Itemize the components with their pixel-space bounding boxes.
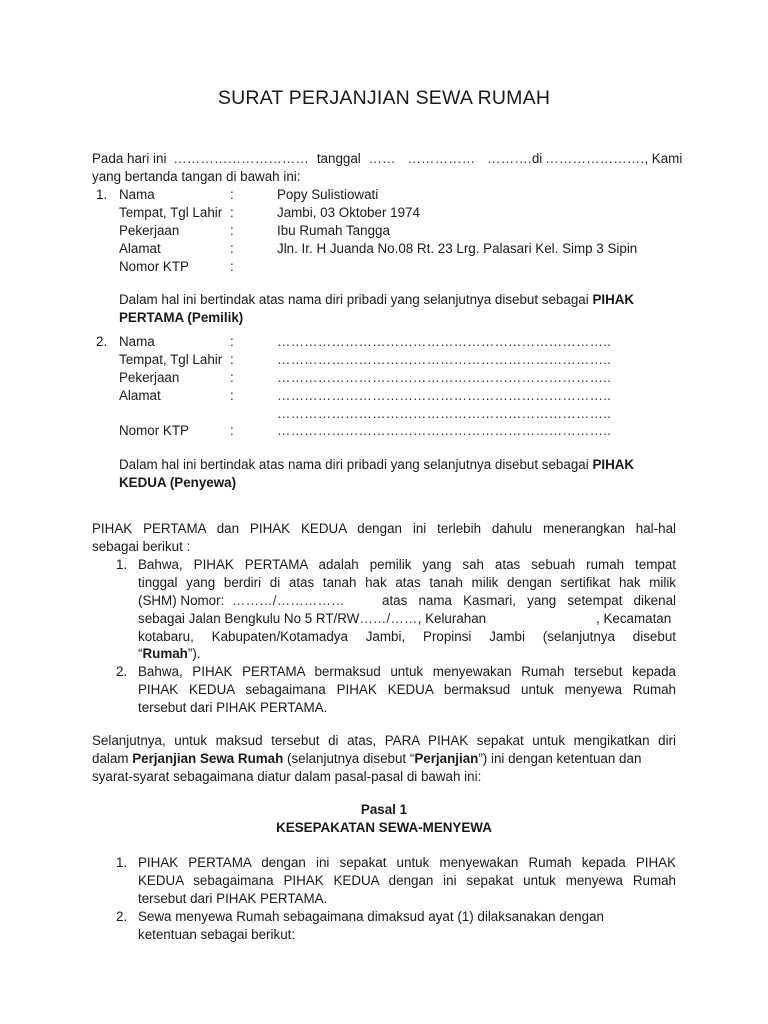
- party1-job-value: Ibu Rumah Tangga: [277, 223, 390, 238]
- pasal-1-subheading: KESEPAKATAN SEWA-MENYEWA: [276, 820, 492, 835]
- blank-party2-address-2: ………………………………………………………………..: [277, 406, 612, 421]
- pasal-1-item-1-line-2: KEDUA sebagaimana PIHAK KEDUA dengan ini sepakat untuk menyewa Rumah: [138, 873, 676, 888]
- agreement-text: dalam: [92, 751, 129, 766]
- point-1-line-6: [138, 645, 201, 663]
- point-1-line-1: Bahwa, PIHAK PERTAMA adalah pemilik yang sah atas sebuah rumah tempat: [138, 557, 676, 572]
- party1-birth-value: Jambi, 03 Oktober 1974: [277, 205, 420, 220]
- colon: :: [230, 388, 234, 403]
- pasal-1-heading: Pasal 1: [360, 802, 408, 817]
- blank-party2-address: ………………………………………………………………..: [277, 388, 612, 403]
- party2-job-label: Pekerjaan: [119, 370, 180, 385]
- agreement-text: (selanjutnya disebut “: [287, 751, 415, 766]
- blank-day: …………………………: [173, 151, 310, 166]
- party1-address-value: Jln. Ir. H Juanda No.08 Rt. 23 Lrg. Palasari Kel. Simp 3 Sipin: [277, 241, 638, 256]
- pasal-1-item-1-line-1: PIHAK PERTAMA dengan ini sepakat untuk menyewakan Rumah kepada PIHAK: [138, 855, 676, 870]
- blank-rt-rw: ……/……: [359, 611, 418, 626]
- colon: :: [230, 423, 234, 438]
- point-1-line-3-tail: atas nama Kasmari, yang setempat dikenal: [382, 593, 676, 608]
- blank-place: ………………….: [545, 151, 645, 166]
- statement-text: Dalam hal ini bertindak atas nama diri pribadi yang selanjutnya disebut sebagai: [119, 292, 589, 307]
- blank-shm-number: ………/……………: [232, 593, 345, 608]
- party1-role: PERTAMA (Pemilik): [119, 310, 244, 325]
- point-1-line-4: [138, 610, 486, 628]
- pasal-1-item-2-line-2: ketentuan sebagai berikut:: [138, 927, 296, 942]
- colon: :: [230, 259, 234, 274]
- defined-term-rumah: Rumah: [142, 646, 188, 661]
- party1-name-value: Popy Sulistiowati: [277, 187, 379, 202]
- colon: :: [230, 187, 234, 202]
- point-2-line-2: PIHAK KEDUA sebagaimana PIHAK KEDUA bermaksud untuk menyewa Rumah: [138, 682, 676, 697]
- party1-birth-label: Tempat, Tgl Lahir: [119, 205, 223, 220]
- party1-statement-line-1: [119, 291, 634, 309]
- agreement-line-1: Selanjutnya, untuk maksud tersebut di atas, PARA PIHAK sepakat untuk mengikatkan diri: [92, 733, 676, 748]
- point-text: sebagai Jalan Bengkulu No 5 RT/RW: [138, 611, 360, 626]
- party2-birth-label: Tempat, Tgl Lahir: [119, 352, 223, 367]
- point-text: , Kelurahan: [417, 611, 487, 626]
- quote-mark: ”).: [187, 646, 201, 661]
- preamble-line-1: PIHAK PERTAMA dan PIHAK KEDUA dengan ini terlebih dahulu menerangkan hal-hal: [92, 521, 676, 536]
- blank-party2-birth: ………………………………………………………………..: [277, 352, 612, 367]
- document-title: SURAT PERJANJIAN SEWA RUMAH: [217, 87, 551, 109]
- defined-term-perjanjian: Perjanjian: [414, 751, 479, 766]
- party2-number: 2.: [96, 334, 108, 349]
- point-text: (SHM) Nomor:: [138, 593, 225, 608]
- party2-ktp-label: Nomor KTP: [119, 423, 189, 438]
- preamble-line-2: sebagai berikut :: [92, 539, 191, 554]
- party2-statement-line-1: [119, 456, 634, 474]
- defined-term-perjanjian-sewa: Perjanjian Sewa Rumah: [132, 751, 284, 766]
- agreement-text: ”) ini dengan ketentuan dan: [478, 751, 642, 766]
- point-2-number: 2.: [116, 664, 128, 679]
- intro-text: di: [531, 151, 543, 166]
- blank-party2-name: ………………………………………………………………..: [277, 334, 612, 349]
- pasal-1-item-2-line-1: Sewa menyewa Rumah sebagaimana dimaksud ayat (1) dilaksanakan dengan: [138, 909, 604, 924]
- intro-text: , Kami: [644, 151, 683, 166]
- point-1-line-5: kotabaru, Kabupaten/Kotamadya Jambi, Propinsi Jambi (selanjutnya disebut: [138, 629, 676, 644]
- colon: :: [230, 334, 234, 349]
- intro-text: tanggal: [316, 151, 361, 166]
- blank-party2-job: ………………………………………………………………..: [277, 370, 612, 385]
- statement-bold: PIHAK: [592, 457, 635, 472]
- blank-party2-ktp: ………………………………………………………………..: [277, 423, 612, 438]
- party2-address-label: Alamat: [119, 388, 161, 403]
- point-1-number: 1.: [116, 557, 128, 572]
- point-1-line-3: [138, 592, 345, 610]
- statement-text: Dalam hal ini bertindak atas nama diri pribadi yang selanjutnya disebut sebagai: [119, 457, 589, 472]
- point-2-line-3: tersebut dari PIHAK PERTAMA.: [138, 700, 328, 715]
- intro-text: Pada hari ini: [92, 151, 167, 166]
- party1-address-label: Alamat: [119, 241, 161, 256]
- intro-line-2: yang bertanda tangan di bawah ini:: [92, 169, 301, 184]
- statement-bold: PIHAK: [592, 292, 635, 307]
- point-1-line-4-tail: , Kecamatan: [596, 611, 672, 626]
- point-1-line-2: tinggal yang berdiri di atas tanah hak atas tanah milik dengan sertifikat hak milik: [138, 575, 676, 590]
- point-2-line-1: Bahwa, PIHAK PERTAMA bermaksud untuk menyewakan Rumah tersebut kepada: [138, 664, 676, 679]
- party1-ktp-label: Nomor KTP: [119, 259, 189, 274]
- pasal-1-item-1-line-3: tersebut dari PIHAK PERTAMA.: [138, 891, 328, 906]
- blank-date: …… …………… ……….: [368, 151, 532, 166]
- party1-name-label: Nama: [119, 187, 155, 202]
- quote-mark: “: [138, 646, 143, 661]
- colon: :: [230, 352, 234, 367]
- party1-job-label: Pekerjaan: [119, 223, 180, 238]
- party1-number: 1.: [96, 187, 108, 202]
- colon: :: [230, 205, 234, 220]
- party2-name-label: Nama: [119, 334, 155, 349]
- pasal-1-item-2-number: 2.: [116, 909, 128, 924]
- pasal-1-item-1-number: 1.: [116, 855, 128, 870]
- colon: :: [230, 370, 234, 385]
- colon: :: [230, 223, 234, 238]
- intro-line-1: [92, 150, 682, 168]
- agreement-line-3: syarat-syarat sebagaimana diatur dalam pasal-pasal di bawah ini:: [92, 769, 482, 784]
- party2-role: KEDUA (Penyewa): [119, 475, 237, 490]
- agreement-line-2: [92, 750, 641, 768]
- colon: :: [230, 241, 234, 256]
